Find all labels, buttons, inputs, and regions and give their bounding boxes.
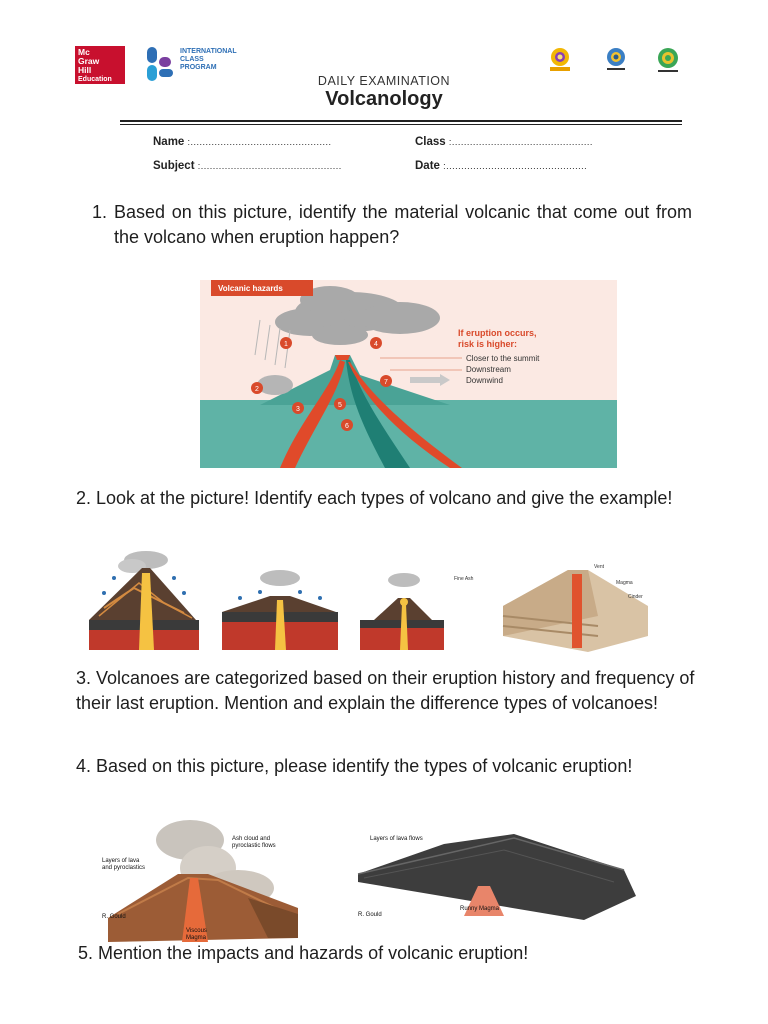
cinder-label: Cinder [628,594,643,600]
question-number: 1. [92,202,108,222]
question-4: 4. Based on this picture, please identify the types of volcanic eruption! [76,756,633,776]
school-logo-1-icon [548,46,572,72]
school-logo-2-icon [604,46,628,72]
date-blank: :............................................... [443,161,588,171]
subject-blank: :............................................... [197,161,342,171]
lava-layers-label: Layers of lava [102,858,140,864]
lava-flow-layers-label: Layers of lava flows [370,836,423,842]
question-5: 5. Mention the impacts and hazards of volcanic eruption! [78,943,529,963]
marker-5: 5 [338,402,342,409]
question-3: 3. Volcanoes are categorized based on their eruption history and frequency of their last eruption. Mention and explain the difference types of volcanoes! [76,668,695,713]
credit-label: R. Gould [102,914,126,920]
subject-label: Subject [153,160,195,172]
subject-field[interactable] [153,160,342,172]
risk-title: If eruption occurs, [458,328,537,338]
marker-7: 7 [384,379,388,386]
divider [120,120,682,122]
question-text: Based on this picture, identify the material volcanic that come out from the volcano when eruption happen? [114,202,692,247]
icp-line: INTERNATIONAL [180,48,237,55]
marker-3: 3 [296,406,300,413]
risk-item: Downwind [466,376,503,385]
cinder-cross-section-figure [448,556,658,652]
runny-magma-label: Runny Magma [460,906,500,912]
page-title: Volcanology [325,88,443,110]
marker-4: 4 [374,341,378,348]
viscous-magma-label-2: Magma [186,935,207,941]
marker-1: 1 [284,341,288,348]
divider [120,124,682,125]
icp-line: CLASS [180,56,204,63]
effusive-eruption-figure [354,826,640,926]
logo-line: Hill [78,65,92,75]
class-blank: :............................................... [448,137,593,147]
fine-ash-label: Fine Ash [454,576,474,582]
icp-logo-text [180,48,237,72]
explosive-eruption-figure [98,818,318,942]
date-field[interactable] [415,160,587,172]
icp-line: PROGRAM [180,64,217,71]
credit-label: R. Gould [358,912,382,918]
ash-cloud-label-2: pyroclastic flows [232,843,276,849]
name-label: Name [153,136,185,148]
magma-label: Magma [616,580,633,586]
risk-item: Downstream [466,365,511,374]
hazard-banner: Volcanic hazards [218,284,283,293]
exam-type: DAILY EXAMINATION [317,74,451,88]
logo-line: Mc [78,47,90,57]
date-label: Date [415,160,440,172]
lava-layers-label-2: and pyroclastics [102,865,146,871]
viscous-magma-label: Viscous [186,928,207,934]
marker-2: 2 [255,386,259,393]
logo-line: Graw [78,56,100,66]
question-2: 2. Look at the picture! Identify each types of volcano and give the example! [76,488,673,508]
risk-item: Closer to the summit [466,354,540,363]
question-1 [92,200,692,249]
risk-title-2: risk is higher: [458,339,518,349]
class-field[interactable] [415,136,593,148]
ash-cloud-label: Ash cloud and [232,836,271,842]
school-logo-3-icon [654,46,682,74]
name-blank: :............................................... [187,137,332,147]
name-field[interactable] [153,136,332,148]
stratovolcano-figure [84,548,200,650]
marker-6: 6 [345,423,349,430]
class-label: Class [415,136,446,148]
cinder-cone-figure [360,570,444,650]
logo-line: Education [78,76,112,83]
volcanic-hazards-figure [200,280,617,468]
shield-volcano-figure [220,568,338,650]
vent-label: Vent [594,564,605,570]
